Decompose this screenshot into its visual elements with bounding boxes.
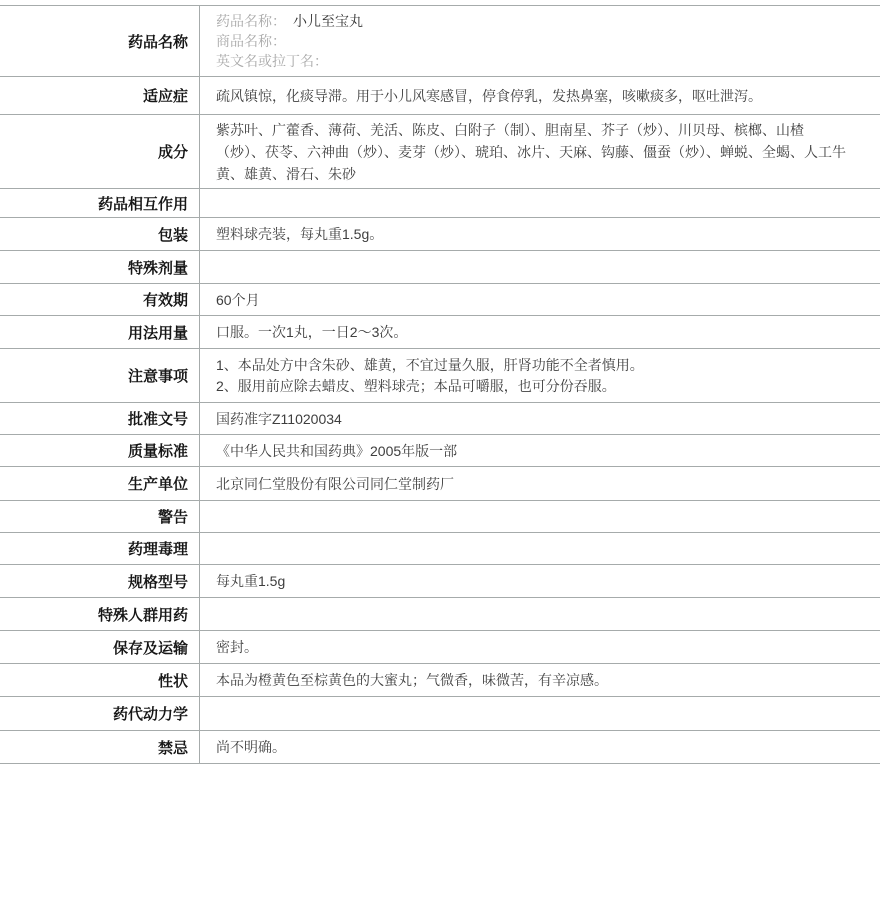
row-storage-transport	[0, 631, 880, 664]
row-label: 用法用量	[0, 316, 200, 348]
row-label: 注意事项	[0, 349, 200, 402]
field-key-generic-name: 药品名称：	[216, 13, 286, 29]
row-label: 药品名称	[0, 6, 200, 76]
row-content	[200, 349, 880, 402]
row-approval-number	[0, 403, 880, 435]
row-content	[200, 697, 880, 730]
field-key-trade-name: 商品名称：	[216, 33, 286, 49]
row-content: 北京同仁堂股份有限公司同仁堂制药厂	[216, 475, 454, 492]
row-content: 每丸重1.5g	[216, 573, 286, 589]
row-content: 国药准字Z11020034	[216, 410, 342, 427]
row-dosage-usage	[0, 316, 880, 349]
row-label: 批准文号	[0, 403, 200, 434]
row-content: 尚不明确。	[216, 739, 286, 755]
row-shelf-life	[0, 284, 880, 316]
row-description	[0, 664, 880, 697]
row-content: 《中华人民共和国药典》2005年版一部	[216, 442, 458, 459]
row-special-dosage	[0, 251, 880, 284]
field-value-generic-name: 小儿至宝丸	[293, 13, 363, 29]
field-line	[216, 31, 293, 51]
row-special-population	[0, 598, 880, 631]
row-drug-interactions	[0, 189, 880, 218]
field-line	[216, 51, 335, 71]
page	[0, 5, 880, 905]
row-content	[200, 598, 880, 630]
row-content: 紫苏叶、广藿香、薄荷、羌活、陈皮、白附子（制）、胆南星、芥子（炒）、川贝母、槟榔、山楂（炒）、茯苓、六神曲（炒）、麦芽（炒）、琥珀、冰片、天麻、钩藤、僵蚕（炒）、蝉蜕、全蝎、人工牛黄、雄黄、滑石、朱砂	[216, 121, 846, 182]
row-label: 药理毒理	[0, 533, 200, 564]
row-content	[200, 533, 880, 564]
row-content: 密封。	[216, 639, 258, 655]
row-content	[200, 189, 880, 217]
row-precautions	[0, 349, 880, 403]
row-ingredients	[0, 115, 880, 189]
row-label: 包装	[0, 218, 200, 250]
row-label: 规格型号	[0, 565, 200, 597]
row-indications	[0, 77, 880, 115]
row-label: 质量标准	[0, 435, 200, 466]
row-content	[200, 6, 880, 76]
row-content	[200, 501, 880, 532]
row-label: 禁忌	[0, 731, 200, 763]
row-pharmacology-toxicology	[0, 533, 880, 565]
row-label: 性状	[0, 664, 200, 696]
row-label: 药品相互作用	[0, 189, 200, 217]
row-content: 塑料球壳装，每丸重1.5g。	[216, 226, 384, 242]
row-label: 生产单位	[0, 467, 200, 500]
row-label: 有效期	[0, 284, 200, 315]
row-label: 药代动力学	[0, 697, 200, 730]
row-label: 成分	[0, 115, 200, 188]
row-drug-name	[0, 6, 880, 77]
row-label: 警告	[0, 501, 200, 532]
row-content: 本品为橙黄色至棕黄色的大蜜丸；气微香，味微苦，有辛凉感。	[216, 672, 608, 688]
row-manufacturer	[0, 467, 880, 501]
row-contraindications	[0, 731, 880, 764]
drug-info-table	[0, 5, 880, 764]
row-label: 适应症	[0, 77, 200, 114]
row-content: 60个月	[216, 291, 260, 308]
row-packaging	[0, 218, 880, 251]
field-key-latin-name: 英文名或拉丁名：	[216, 53, 328, 69]
precaution-line-1: 1、本品处方中含朱砂、雄黄，不宜过量久服，肝肾功能不全者慎用。	[216, 356, 644, 373]
row-spec-model	[0, 565, 880, 598]
row-quality-standard	[0, 435, 880, 467]
row-content	[200, 251, 880, 283]
row-label: 特殊人群用药	[0, 598, 200, 630]
row-content: 疏风镇惊，化痰导滞。用于小儿风寒感冒，停食停乳，发热鼻塞，咳嗽痰多，呕吐泄泻。	[216, 87, 762, 104]
precaution-line-2: 2、服用前应除去蜡皮、塑料球壳；本品可嚼服，也可分份吞服。	[216, 377, 616, 394]
row-label: 特殊剂量	[0, 251, 200, 283]
row-label: 保存及运输	[0, 631, 200, 663]
row-warning	[0, 501, 880, 533]
field-line	[216, 11, 363, 31]
row-pharmacokinetics	[0, 697, 880, 731]
row-content: 口服。一次1丸，一日2～3次。	[216, 324, 408, 340]
